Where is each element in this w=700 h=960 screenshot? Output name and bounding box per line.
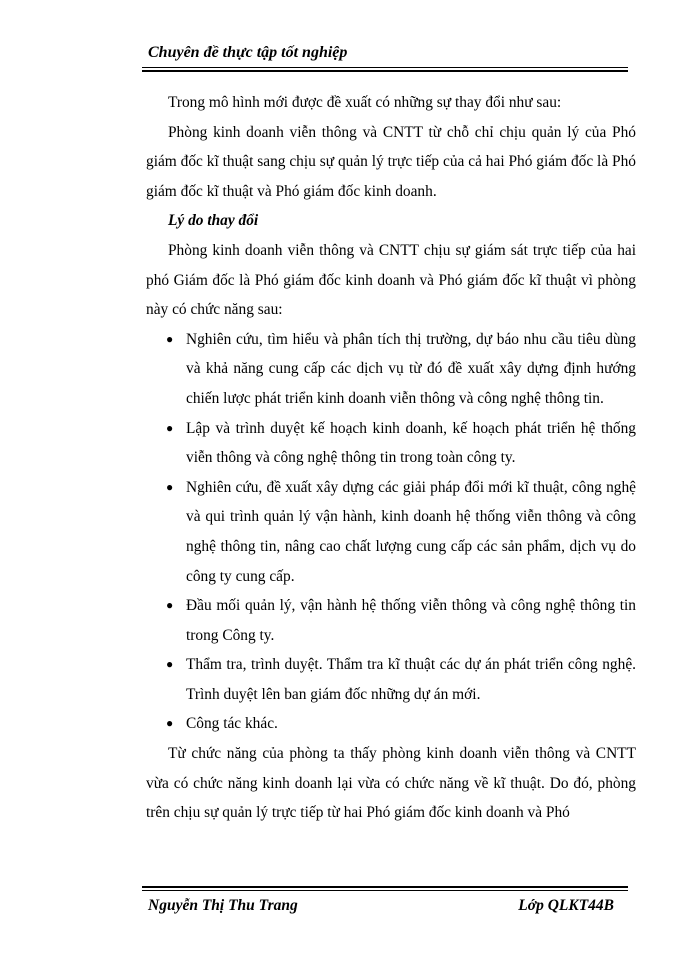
bullet-icon: ●: [166, 716, 174, 731]
list-item-text: Đầu mối quản lý, vận hành hệ thống viễn thông và công nghệ thông tin trong Công ty.: [186, 597, 636, 644]
list-item: [146, 414, 636, 473]
footer-author: Nguyễn Thị Thu Trang: [148, 897, 298, 914]
document-body: [146, 88, 636, 828]
header-rule-thin: [142, 67, 628, 68]
list-item: [146, 325, 636, 414]
bullet-icon: ●: [166, 598, 174, 613]
list-item: [146, 591, 636, 650]
footer-rule: [142, 886, 628, 891]
header-title: Chuyên đề thực tập tốt nghiệp: [148, 44, 348, 61]
conclusion-paragraph: Từ chức năng của phòng ta thấy phòng kinh doanh viễn thông và CNTT vừa có chức năng kinh doanh lại vừa có chức năng về kĩ thuật. Do đó, phòng trên chịu sự quản lý trực tiếp từ hai Phó giám đốc kinh doanh và Phó: [146, 745, 636, 822]
list-item-text: Nghiên cứu, đề xuất xây dựng các giải pháp đổi mới kĩ thuật, công nghệ và qui trình quản lý vận hành, kinh doanh hệ thống viễn thông và công nghệ thông tin, nâng cao chất lượng cung cấp các sản phẩm, dịch vụ do công ty cung cấp.: [186, 478, 636, 585]
footer-rule-thin: [142, 890, 628, 891]
list-item-text: Nghiên cứu, tìm hiểu và phân tích thị trường, dự báo nhu cầu tiêu dùng và khả năng cung cấp các dịch vụ từ đó đề xuất xây dựng định hướng chiến lược phát triển kinh doanh viễn thông và công nghệ thông tin.: [186, 330, 636, 407]
list-item-text: Lập và trình duyệt kế hoạch kinh doanh, kế hoạch phát triển hệ thống viễn thông và công nghệ thông tin trong toàn công ty.: [186, 419, 636, 467]
footer-class: Lớp QLKT44B: [518, 897, 614, 914]
change-paragraph: Phòng kinh doanh viễn thông và CNTT từ chỗ chỉ chịu quản lý của Phó giám đốc kĩ thuật sang chịu sự quản lý trực tiếp của cả hai Phó giám đốc là Phó giám đốc kĩ thuật và Phó giám đốc kinh doanh.: [146, 123, 636, 200]
footer-rule-thick: [142, 886, 628, 888]
bullet-icon: ●: [166, 420, 174, 435]
list-item-text: Công tác khác.: [186, 715, 278, 733]
bullet-icon: ●: [166, 479, 174, 494]
bullet-icon: ●: [166, 331, 174, 346]
function-list: [146, 325, 636, 739]
list-item: [146, 650, 636, 709]
reason-paragraph: Phòng kinh doanh viễn thông và CNTT chịu sự giám sát trực tiếp của hai phó Giám đốc là Phó giám đốc kinh doanh và Phó giám đốc kĩ thuật vì phòng này có chức năng sau:: [146, 241, 636, 319]
list-item: [146, 473, 636, 591]
section-heading: Lý do thay đổi: [168, 212, 259, 230]
header-rule-thick: [142, 70, 628, 72]
bullet-icon: ●: [166, 657, 174, 672]
intro-paragraph: Trong mô hình mới được đề xuất có những sự thay đổi như sau:: [168, 94, 562, 111]
header-rule: [142, 67, 628, 72]
list-item-text: Thẩm tra, trình duyệt. Thẩm tra kĩ thuật các dự án phát triển công nghệ. Trình duyệt lên ban giám đốc những dự án mới.: [186, 656, 636, 703]
list-item: [146, 709, 636, 739]
